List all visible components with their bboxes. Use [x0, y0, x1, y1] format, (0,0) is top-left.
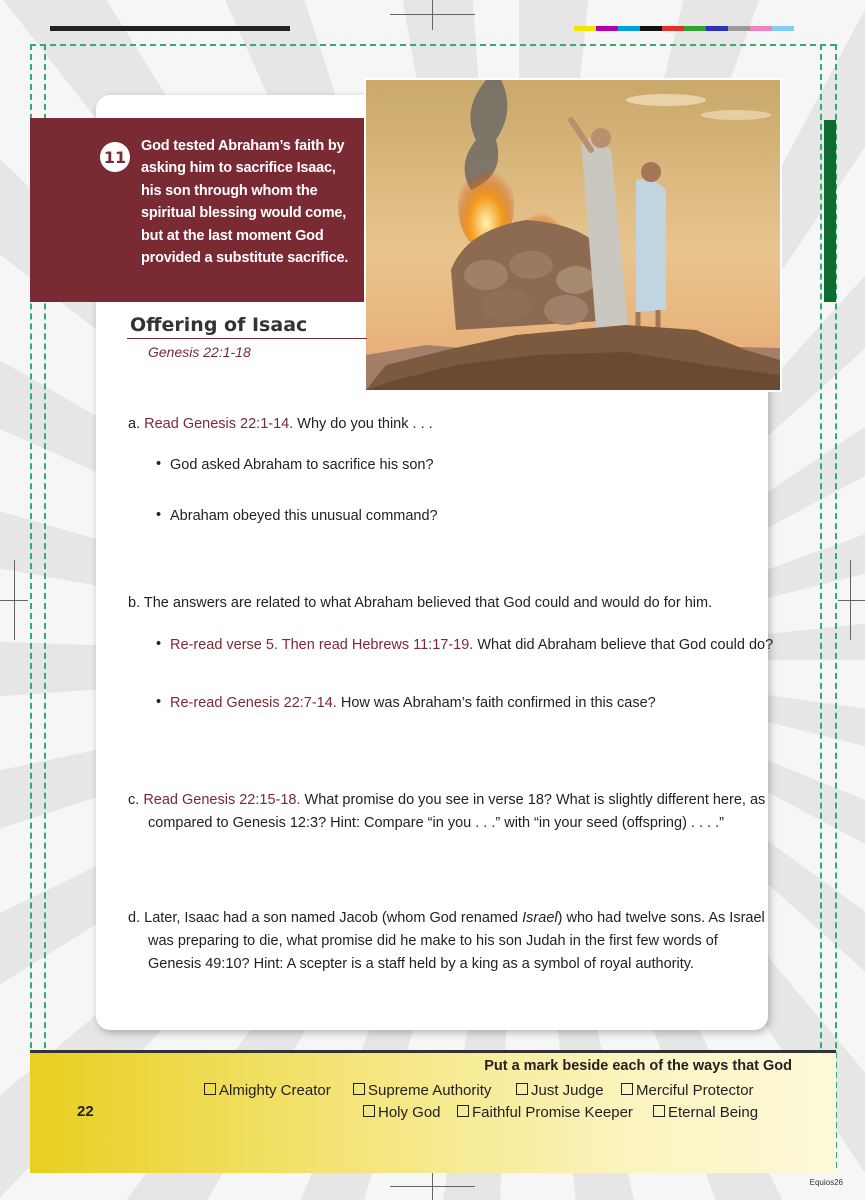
option-label: Almighty Creator — [219, 1082, 331, 1099]
question-text: was preparing to die, what promise did he make to his son Judah in the first few words of — [148, 933, 718, 949]
color-bar — [574, 26, 794, 31]
question-text: Why do you think . . . — [293, 416, 433, 432]
bullet-text — [170, 692, 656, 714]
bullet-text: Abraham obeyed this unusual command? — [170, 508, 438, 524]
checkbox-icon[interactable] — [363, 1105, 375, 1117]
emphasis-text: Israel — [522, 910, 558, 926]
option-label: Supreme Authority — [368, 1082, 492, 1099]
scripture-reference: Re-read verse 5. Then read Hebrews 11:17-19. — [170, 637, 474, 653]
job-code: Equios26 — [809, 1178, 843, 1187]
option-supreme-authority[interactable] — [353, 1082, 491, 1099]
question-d — [128, 907, 765, 929]
question-text: compared to Genesis 12:3? Hint: Compare “in you . . .” with “in your seed (offspring) . . . .” — [148, 815, 724, 831]
bullet-text — [170, 634, 773, 656]
checkbox-icon[interactable] — [457, 1105, 469, 1117]
option-faithful-promise-keeper[interactable] — [457, 1104, 633, 1121]
question-text: The answers are related to what Abraham believed that God could and would do for him. — [143, 595, 713, 611]
scripture-reference: Read Genesis 22:1-14. — [144, 416, 294, 432]
option-label: Faithful Promise Keeper — [472, 1104, 633, 1121]
page-number: 22 — [77, 1103, 94, 1120]
question-c — [128, 789, 765, 811]
question-text: What promise do you see in verse 18? What is slightly different here, as — [300, 792, 766, 808]
question-letter: c. — [128, 792, 140, 808]
crop-mark — [850, 560, 851, 640]
question-letter: b. — [128, 595, 141, 611]
checkbox-icon[interactable] — [516, 1083, 528, 1095]
guide-line — [820, 44, 822, 1168]
checkbox-icon[interactable] — [353, 1083, 365, 1095]
photo-illustration — [366, 80, 780, 390]
option-label: Holy God — [378, 1104, 441, 1121]
question-text: Genesis 49:10? Hint: A scepter is a staff held by a king as a symbol of royal authority. — [148, 956, 694, 972]
bullet-item: • — [156, 694, 162, 710]
top-trim-bar — [50, 26, 290, 31]
side-tab — [824, 120, 836, 302]
crop-mark — [390, 1186, 475, 1187]
scripture-reference: Read Genesis 22:15-18. — [143, 792, 301, 808]
question-text: Later, Isaac had a son named Jacob (whom God renamed — [144, 910, 523, 926]
bullet-item: • — [156, 456, 162, 472]
question-text: What did Abraham believe that God could do? — [473, 637, 774, 653]
option-label: Eternal Being — [668, 1104, 759, 1121]
bullet-item: • — [156, 507, 162, 523]
intro-text: God tested Abraham’s faith by asking him to sacrifice Isaac, his son through whom the spiritual blessing would come, but at the last moment God provided a substitute sacrifice. — [141, 138, 349, 267]
footer-prompt: Put a mark beside each of the ways that God — [484, 1058, 792, 1074]
option-eternal-being[interactable] — [653, 1104, 758, 1121]
question-letter: d. — [128, 910, 141, 926]
question-a — [128, 413, 433, 435]
section-reference: Genesis 22:1-18 — [148, 344, 251, 360]
checkbox-icon[interactable] — [621, 1083, 633, 1095]
crop-mark — [390, 14, 475, 15]
abraham-isaac-photo — [364, 78, 782, 392]
scripture-reference: Re-read Genesis 22:7-14. — [170, 695, 337, 711]
section-title: Offering of Isaac — [130, 314, 308, 336]
crop-mark — [432, 0, 433, 30]
bullet-text: God asked Abraham to sacrifice his son? — [170, 457, 434, 473]
option-almighty-creator[interactable] — [204, 1082, 331, 1099]
guide-line — [30, 44, 836, 46]
option-merciful-protector[interactable] — [621, 1082, 754, 1099]
option-label: Just Judge — [531, 1082, 604, 1099]
checkbox-icon[interactable] — [653, 1105, 665, 1117]
crop-mark — [838, 600, 865, 601]
option-holy-god[interactable] — [363, 1104, 441, 1121]
question-letter: a. — [128, 416, 141, 432]
lesson-number-badge: 11 — [100, 142, 130, 172]
question-text: ) who had twelve sons. As Israel — [557, 910, 765, 926]
bullet-item: • — [156, 636, 162, 652]
crop-mark — [14, 560, 15, 640]
question-b — [128, 592, 712, 614]
question-text: How was Abraham’s faith confirmed in this case? — [336, 695, 656, 711]
option-label: Merciful Protector — [636, 1082, 754, 1099]
title-underline — [127, 338, 367, 339]
checkbox-icon[interactable] — [204, 1083, 216, 1095]
option-just-judge[interactable] — [516, 1082, 604, 1099]
